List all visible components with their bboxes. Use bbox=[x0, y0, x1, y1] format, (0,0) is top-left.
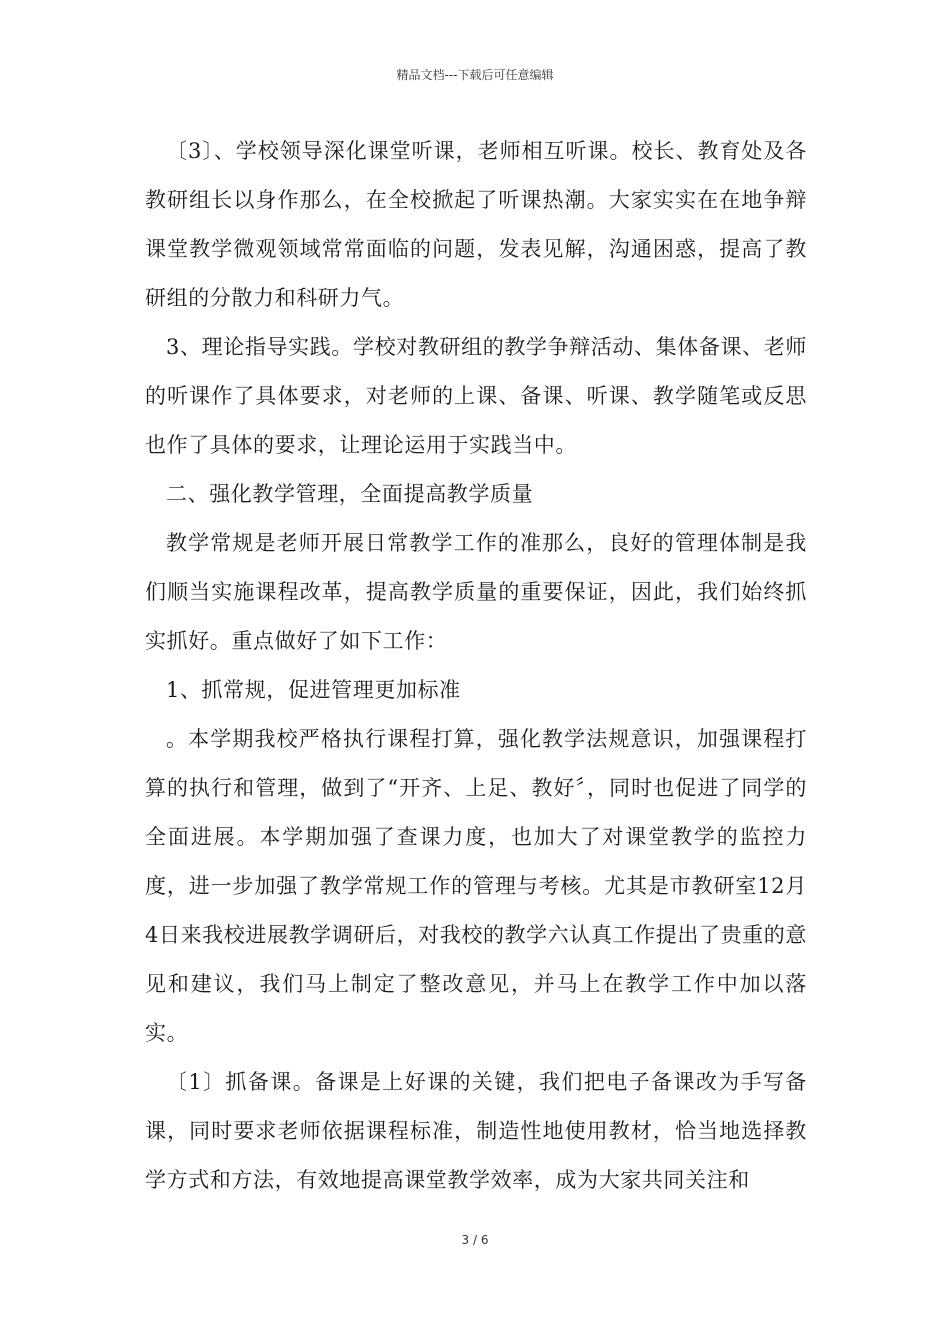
page-number: 3 / 6 bbox=[461, 1233, 489, 1247]
paragraph-listening-lessons: 〔3〕、学校领导深化课堂听课，老师相互听课。校长、教育处及各教研组长以身作那么，在全校掀起了听课热潮。大家实实在在地争辩课堂教学微观领域常常面临的问题，发表见解，沟通困惑，提高了教研组的分散力和科研力气。 bbox=[145, 139, 807, 310]
paragraph-lesson-preparation: 〔1〕抓备课。备课是上好课的关键，我们把电子备课改为手写备课，同时要求老师依据课程标准，制造性地使用教材，恰当地选择教学方式和方法，有效地提高课堂教学效率，成为大家共同关注和 bbox=[145, 1070, 807, 1192]
paragraph-curriculum-plan: 。本学期我校严格执行课程打算，强化教学法规意识，加强课程打算的执行和管理，做到了“开齐、上足、教好〞，同时也促进了同学的全面进展。本学期加强了查课力度，也加大了对课堂教学的监控力度，进一步加强了教学常规工作的管理与考核。尤其是市教研室12月4日来我校进展教学调研后，对我校的教学六认真工作提出了贵重的意见和建议，我们马上制定了整改意见，并马上在教学工作中加以落实。 bbox=[145, 727, 807, 1045]
page-header: 精品文档---下载后可任意编辑 bbox=[396, 68, 554, 82]
document-body bbox=[145, 127, 807, 1205]
paragraph-theory-practice: 3、理论指导实践。学校对教研组的教学争辩活动、集体备课、老师的听课作了具体要求，对老师的上课、备课、听课、教学随笔或反思也作了具体的要求，让理论运用于实践当中。 bbox=[145, 335, 807, 457]
section-heading-teaching-management: 二、强化教学管理，全面提高教学质量 bbox=[166, 482, 534, 506]
subheading-routine-management: 1、抓常规，促进管理更加标准 bbox=[166, 678, 461, 702]
paragraph-teaching-routine: 教学常规是老师开展日常教学工作的准那么，良好的管理体制是我们顺当实施课程改革，提高教学质量的重要保证，因此，我们始终抓实抓好。重点做好了如下工作： bbox=[145, 531, 807, 653]
